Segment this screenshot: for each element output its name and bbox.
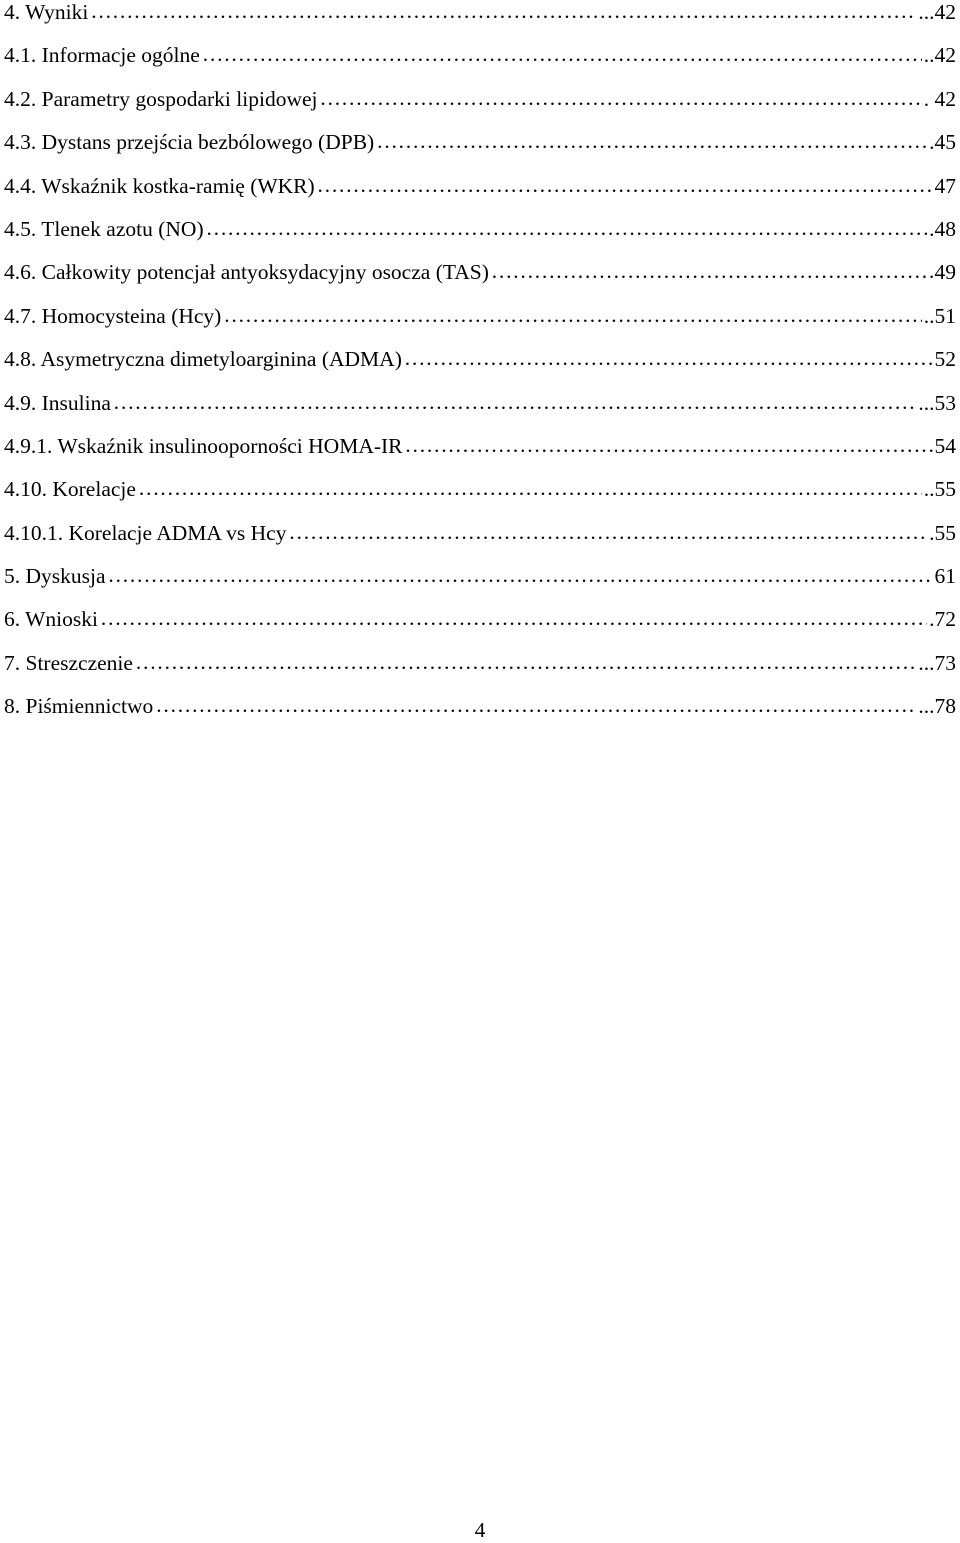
- toc-entry[interactable]: [4, 43, 956, 86]
- dot-leader: [223, 303, 921, 327]
- toc-entry-page: ..51: [923, 303, 956, 328]
- toc-entry-label: 4.5. Tlenek azotu (NO): [4, 216, 204, 241]
- toc-entry-page: . 42: [923, 86, 956, 111]
- toc-entry-label: 5. Dyskusja: [4, 564, 106, 589]
- toc-entry[interactable]: [4, 391, 956, 434]
- toc-entry[interactable]: [4, 347, 956, 390]
- dot-leader: [90, 0, 916, 23]
- page-number: 4: [474, 1518, 486, 1542]
- toc-entry[interactable]: [4, 217, 956, 260]
- dot-leader: [100, 606, 927, 630]
- dot-leader: [319, 86, 921, 110]
- dot-leader: [206, 216, 928, 240]
- toc-entry-page: 61: [934, 564, 956, 589]
- dot-leader: [202, 42, 922, 66]
- toc-entry[interactable]: [4, 304, 956, 347]
- toc-entry[interactable]: [4, 174, 956, 217]
- toc-entry[interactable]: [4, 87, 956, 130]
- toc-entry-label: 4.6. Całkowity potencjał antyoksydacyjny osocza (TAS): [4, 260, 489, 285]
- toc-entry[interactable]: [4, 130, 956, 173]
- dot-leader: [405, 433, 933, 457]
- dot-leader: [138, 476, 922, 500]
- toc-entry[interactable]: [4, 521, 956, 564]
- toc-entry-label: 6. Wnioski: [4, 607, 98, 632]
- toc-entry-page: 54: [934, 433, 956, 458]
- dot-leader: [317, 173, 933, 197]
- toc-entry-label: 4.1. Informacje ogólne: [4, 43, 200, 68]
- toc-entry-page: ...42: [918, 0, 956, 24]
- toc-entry-page: ...53: [918, 390, 956, 415]
- toc-entry-label: 4.10.1. Korelacje ADMA vs Hcy: [4, 520, 287, 545]
- dot-leader: [155, 693, 916, 717]
- toc-entry[interactable]: [4, 564, 956, 607]
- toc-entry-label: 4. Wyniki: [4, 0, 89, 24]
- toc-entry-page: ...78: [918, 694, 956, 719]
- dot-leader: [108, 563, 933, 587]
- toc-entry[interactable]: [4, 434, 956, 477]
- toc-entry-label: 8. Piśmiennictwo: [4, 694, 154, 719]
- toc-entry-page: ..42: [923, 43, 956, 68]
- toc-entry[interactable]: [4, 0, 956, 43]
- toc-entry-page: ..55: [923, 477, 956, 502]
- toc-entry-page: 49: [934, 260, 956, 285]
- toc-entry-label: 4.7. Homocysteina (Hcy): [4, 303, 222, 328]
- toc-entry-page: 47: [934, 173, 956, 198]
- toc-entry-page: .48: [929, 216, 956, 241]
- dot-leader: [404, 346, 933, 370]
- toc-entry[interactable]: [4, 694, 956, 737]
- dot-leader: [376, 129, 927, 153]
- toc-entry-label: 4.8. Asymetryczna dimetyloarginina (ADMA): [4, 347, 402, 372]
- dot-leader: [491, 259, 933, 283]
- toc-entry[interactable]: [4, 651, 956, 694]
- toc-entry-page: ...73: [918, 650, 956, 675]
- toc-entry-page: .45: [929, 130, 956, 155]
- toc-entry[interactable]: [4, 477, 956, 520]
- dot-leader: [135, 650, 916, 674]
- toc-entry-label: 4.2. Parametry gospodarki lipidowej: [4, 86, 318, 111]
- toc-entry-label: 7. Streszczenie: [4, 650, 133, 675]
- toc-entry-label: 4.9. Insulina: [4, 390, 111, 415]
- dot-leader: [113, 390, 916, 414]
- toc-entry-label: 4.4. Wskaźnik kostka-ramię (WKR): [4, 173, 315, 198]
- toc-entry[interactable]: [4, 607, 956, 650]
- toc-entry-page: .55: [929, 520, 956, 545]
- toc-entry[interactable]: [4, 260, 956, 303]
- toc-entry-label: 4.3. Dystans przejścia bezbólowego (DPB): [4, 130, 375, 155]
- toc-entry-label: 4.9.1. Wskaźnik insulinooporności HOMA-IR: [4, 433, 403, 458]
- table-of-contents: [4, 0, 956, 738]
- toc-entry-label: 4.10. Korelacje: [4, 477, 136, 502]
- dot-leader: [288, 520, 927, 544]
- toc-entry-page: .72: [929, 607, 956, 632]
- toc-entry-page: 52: [934, 347, 956, 372]
